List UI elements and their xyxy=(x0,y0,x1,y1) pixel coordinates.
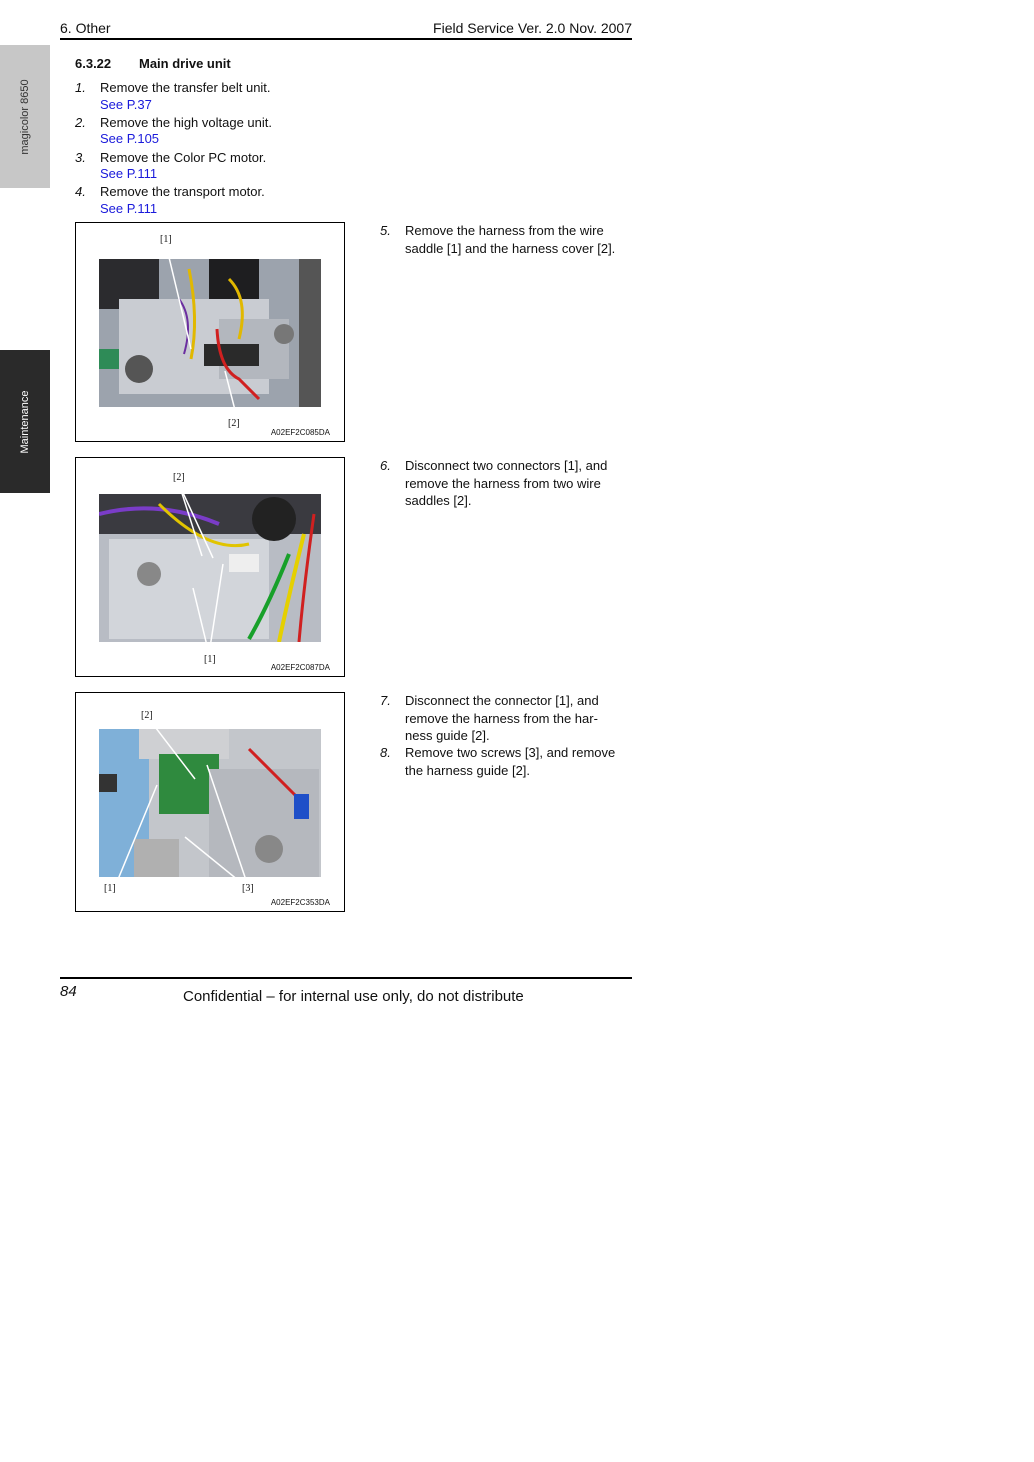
side-tab-chapter-label: Maintenance xyxy=(19,390,31,453)
section-title: Main drive unit xyxy=(139,56,231,71)
step-number: 5. xyxy=(380,223,391,238)
see-page-link[interactable]: See P.111 xyxy=(100,166,158,181)
confidential-notice: Confidential – for internal use only, do not distribute xyxy=(183,988,524,1005)
figure-code: A02EF2C085DA xyxy=(270,428,330,437)
step-text-block xyxy=(405,222,615,257)
callout-label: [1] xyxy=(160,234,172,245)
step-number: 3. xyxy=(75,150,86,165)
callout-label: [2] xyxy=(173,472,185,483)
step-line: ness guide [2]. xyxy=(405,728,490,743)
step-line: Remove two screws [3], and remove xyxy=(405,745,616,760)
callout-label: [2] xyxy=(141,710,153,721)
step-line: remove the harness from the har- xyxy=(405,710,598,726)
footer-rule xyxy=(60,977,632,979)
callout-label: [2] xyxy=(228,418,240,429)
step-number: 6. xyxy=(380,458,391,473)
see-page-link[interactable]: See P.111 xyxy=(100,201,158,216)
see-page-link[interactable]: See P.105 xyxy=(100,131,160,146)
machine-photo xyxy=(99,494,321,642)
step-number: 1. xyxy=(75,80,86,95)
machine-photo xyxy=(99,259,321,407)
callout-label: [1] xyxy=(204,654,216,665)
step-number: 4. xyxy=(75,184,86,199)
step-text: Remove the Color PC motor. xyxy=(100,150,267,165)
step-text-block xyxy=(405,744,615,779)
figure-code: A02EF2C353DA xyxy=(270,898,330,907)
step-line: saddle [1] and the harness cover [2]. xyxy=(405,240,616,256)
section-number: 6.3.22 xyxy=(75,56,112,71)
figure-harness-guide xyxy=(75,692,345,912)
header-doc-version: Field Service Ver. 2.0 Nov. 2007 xyxy=(433,20,632,36)
step-text: Remove the transfer belt unit. xyxy=(100,80,271,95)
figure-connectors xyxy=(75,457,345,677)
step-line: Remove the harness from the wire xyxy=(405,223,604,238)
side-tab-model-label: magicolor 8650 xyxy=(19,78,31,155)
page-number: 84 xyxy=(60,983,77,1000)
step-number: 8. xyxy=(380,745,391,760)
step-line: the harness guide [2]. xyxy=(405,762,531,778)
step-line: Disconnect two connectors [1], and xyxy=(405,458,608,473)
figure-harness-cover xyxy=(75,222,345,442)
header-rule xyxy=(60,38,632,40)
callout-label: [3] xyxy=(242,883,254,894)
step-number: 2. xyxy=(75,115,86,130)
machine-photo xyxy=(99,729,321,877)
side-tab-model xyxy=(0,45,50,188)
step-line: saddles [2]. xyxy=(405,493,472,508)
step-text-block xyxy=(405,692,599,745)
figure-code: A02EF2C087DA xyxy=(270,663,330,672)
side-tab-chapter xyxy=(0,350,50,493)
step-text: Remove the transport motor. xyxy=(100,184,265,199)
step-number: 7. xyxy=(380,693,391,708)
callout-label: [1] xyxy=(104,883,116,894)
see-page-link[interactable]: See P.37 xyxy=(100,97,152,112)
header-section-label: 6. Other xyxy=(60,20,111,36)
step-line: remove the harness from two wire xyxy=(405,475,601,491)
step-line: Disconnect the connector [1], and xyxy=(405,693,599,708)
step-text: Remove the high voltage unit. xyxy=(100,115,272,130)
step-text-block xyxy=(405,457,607,510)
